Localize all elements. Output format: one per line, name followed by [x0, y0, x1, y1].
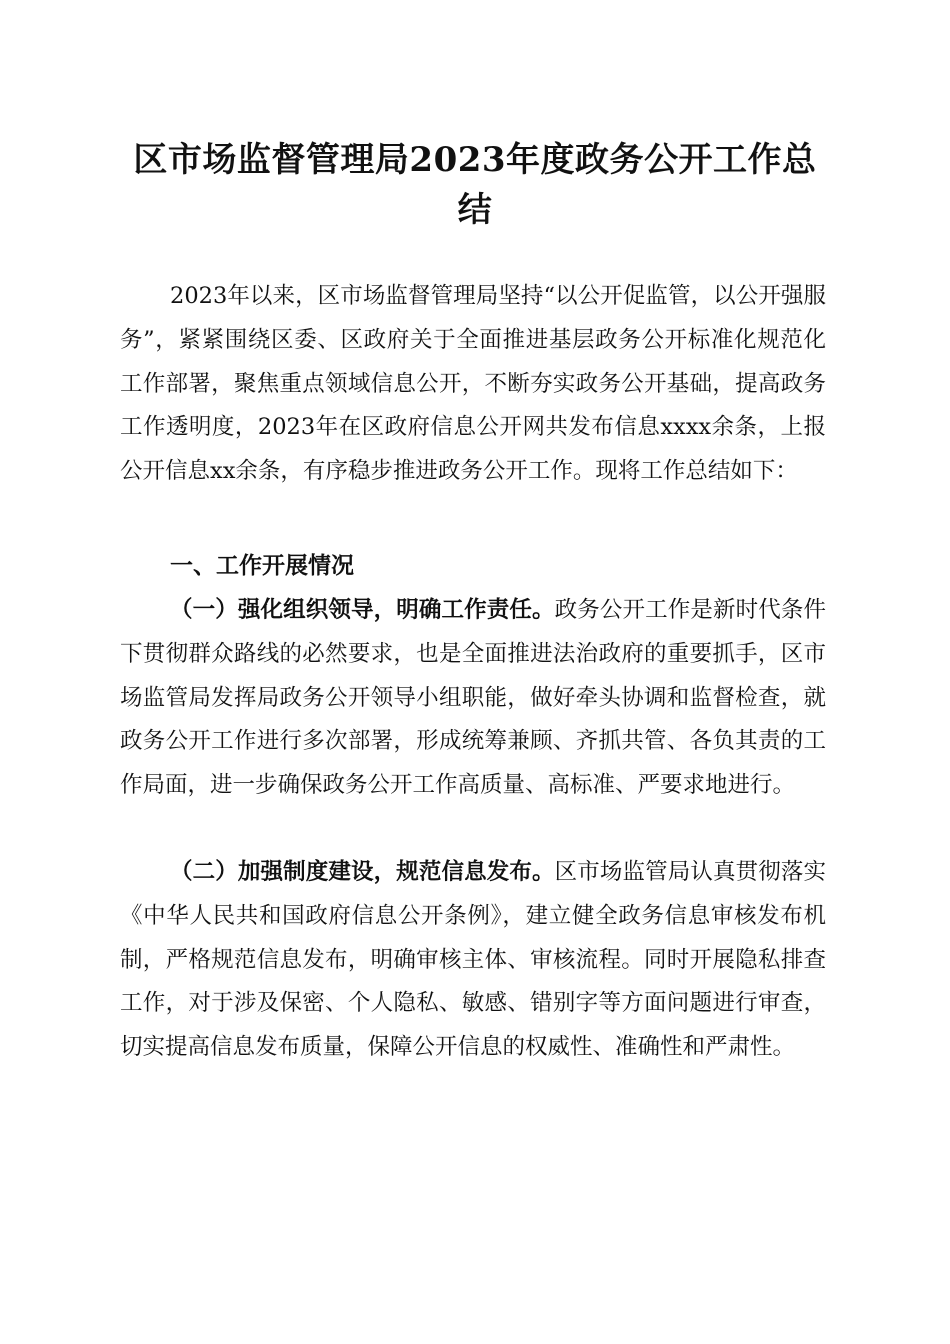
section-1-text: 政务公开工作是新时代条件下贯彻群众路线的必然要求，也是全面推进法治政府的重要抓手，区市场监管局发挥局政务公开领导小组职能，做好牵头协调和监督检查，就政务公开工作进行多次部署，形成统筹兼顾、齐抓共管、各负其责的工作局面，进一步确保政务公开工作高质量、高标准、严要求地进行。 [120, 597, 826, 799]
section-1-lead: （一）强化组织领导，明确工作责任。 [170, 597, 555, 623]
section-1-paragraph [120, 589, 826, 808]
section-2-text: 区市场监管局认真贯彻落实《中华人民共和国政府信息公开条例》，建立健全政务信息审核发布机制，严格规范信息发布，明确审核主体、审核流程。同时开展隐私排查工作，对于涉及保密、个人隐私、敏感、错别字等方面问题进行审查，切实提高信息发布质量，保障公开信息的权威性、准确性和严肃性。 [120, 859, 826, 1061]
section-heading: 一、工作开展情况 [170, 553, 354, 579]
document-title: 区市场监督管理局2023年度政务公开工作总结 [133, 140, 817, 230]
section-2-paragraph [120, 851, 826, 1070]
section-2-lead: （二）加强制度建设，规范信息发布。 [170, 859, 555, 885]
intro-paragraph: 2023年以来，区市场监督管理局坚持“以公开促监管，以公开强服务”，紧紧围绕区委、区政府关于全面推进基层政务公开标准化规范化工作部署，聚焦重点领域信息公开，不断夯实政务公开基础，提高政务工作透明度，2023年在区政府信息公开网共发布信息xxxx余条，上报公开信息xx余条，有序稳步推进政务公开工作。现将工作总结如下： [120, 283, 826, 485]
